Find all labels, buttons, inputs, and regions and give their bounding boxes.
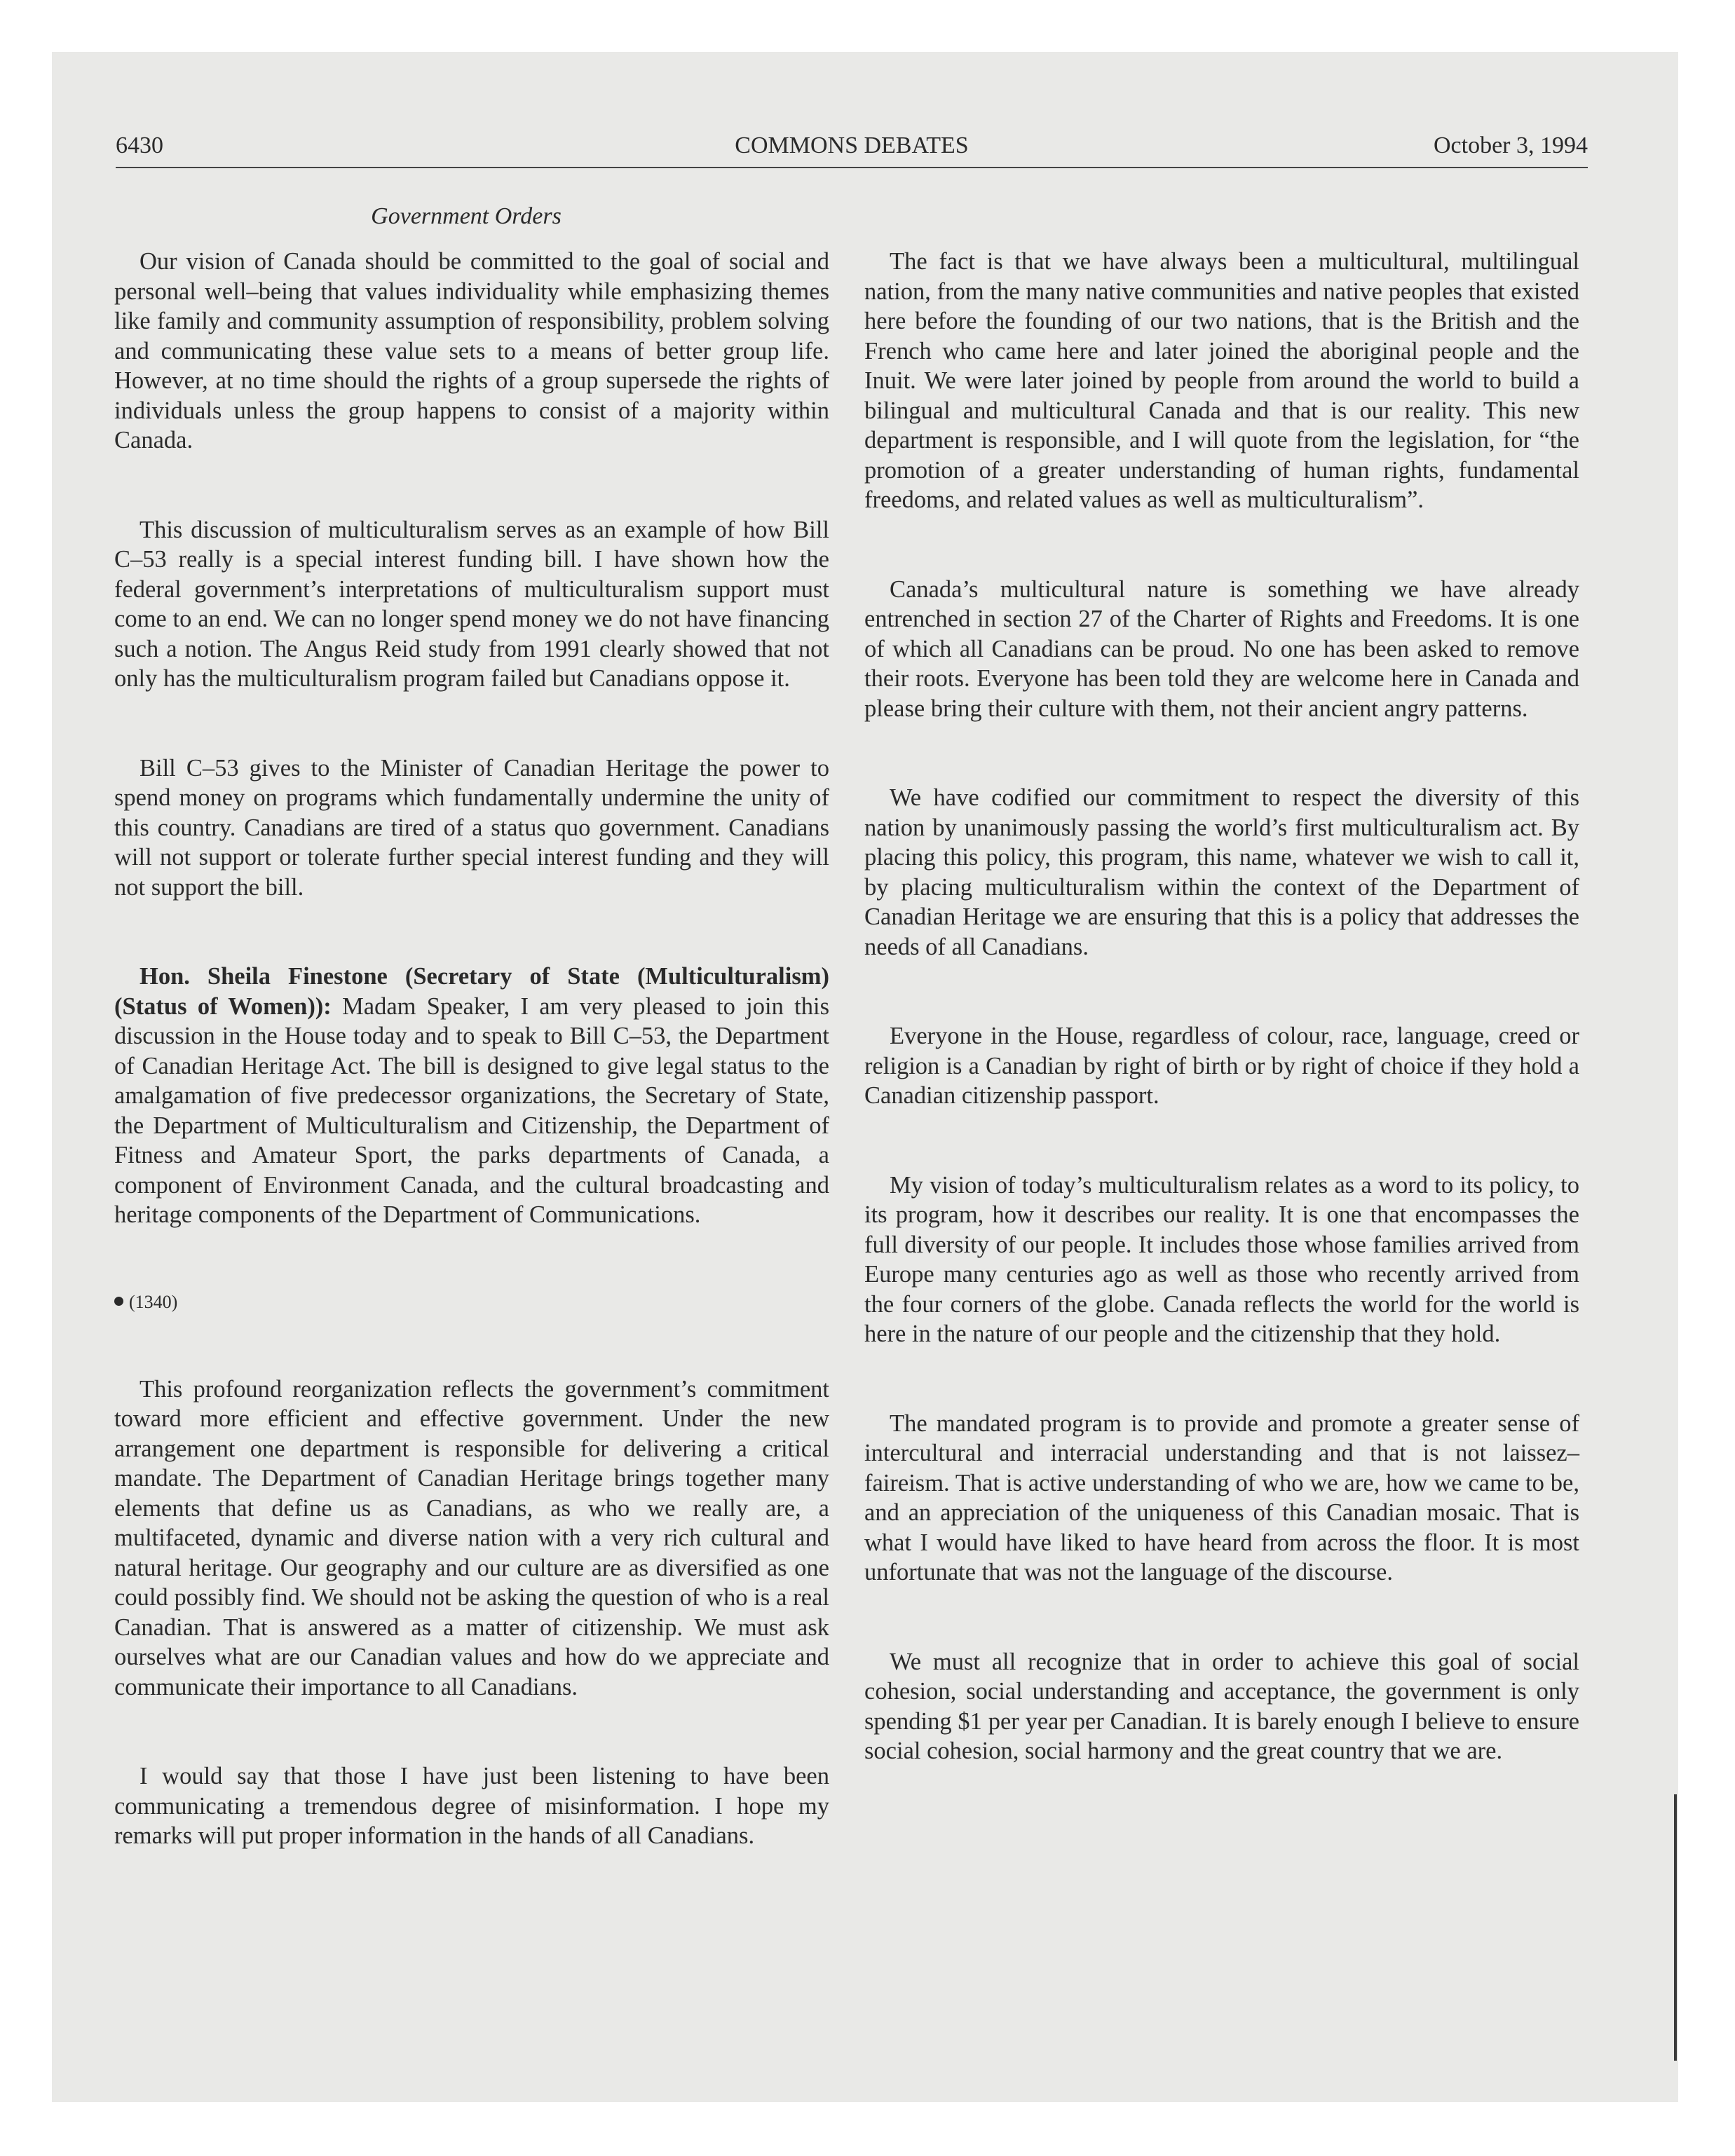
running-title: COMMONS DEBATES bbox=[735, 132, 969, 158]
paragraph: Our vision of Canada should be committed to the goal of social and personal well–being that values individuality while emphasizing themes like family and community assumption of responsibility, problem solving and communicating these value sets to a means of better group life. However, at no time should the rights of a group supersede the rights of individuals unless the group happens to consist of a majority within Canada. bbox=[114, 248, 829, 453]
paragraph: The fact is that we have always been a multicultural, multilingual nation, from the many native communities and native peoples that existed here before the founding of our two nations, that is the British and the French who came here and later joined the aboriginal people and the Inuit. We were later joined by people from around the world to build a bilingual and multicultural Canada and that is our reality. This new department is responsible, and I will quote from the legislation, for “the promotion of a greater understanding of human rights, fundamental freedoms, and related values as well as multiculturalism”. bbox=[864, 248, 1579, 513]
paragraph: This discussion of multiculturalism serves as an example of how Bill C–53 really is a special interest funding bill. I have shown how the federal government’s interpretations of multiculturalism support must come to an end. We can no longer spend money we do not have financing such a notion. The Angus Reid study from 1991 clearly showed that not only has the multiculturalism program failed but Canadians oppose it. bbox=[114, 516, 829, 692]
timestamp-text: (1340) bbox=[129, 1291, 178, 1312]
left-column bbox=[114, 247, 829, 1911]
paragraph: The mandated program is to provide and promote a greater sense of intercultural and interracial understanding and that is not laissez–faireism. That is active understanding of who we are, how we came to be, and an appreciation of the uniqueness of this Canadian mosaic. That is what I would have liked to have heard from across the floor. It is most unfortunate that was not the language of the discourse. bbox=[864, 1410, 1579, 1585]
speaker-text: Madam Speaker, I am very pleased to join this discussion in the House today and to speak to Bill C–53, the Department of Canadian Heritage Act. The bill is designed to give legal status to the amalgamation of five predecessor organizations, the Secretary of State, the Department of Multiculturalism and Citizenship, the Department of Fitness and Amateur Sport, the parks departments of Canada, a component of Environment Canada, and the cultural broadcasting and heritage components of the Department of Communications. bbox=[114, 992, 830, 1228]
page-header bbox=[116, 130, 1588, 165]
paragraph: Canada’s multicultural nature is something we have already entrenched in section 27 of the Charter of Rights and Freedoms. It is one of which all Canadians can be proud. No one has been asked to remove their roots. Everyone has been told they are welcome here in Canada and please bring their culture with them, not their ancient angry patterns. bbox=[864, 575, 1579, 722]
right-column bbox=[864, 247, 1579, 1826]
header-rule bbox=[116, 167, 1588, 168]
paragraph: We have codified our commitment to respect the diversity of this nation by unanimously passing the world’s first multiculturalism act. By placing this policy, this program, this name, whatever we wish to call it, by placing multiculturalism within the context of the Department of Canadian Heritage we are ensuring that this is a policy that addresses the needs of all Canadians. bbox=[864, 784, 1579, 960]
paragraph: My vision of today’s multiculturalism relates as a word to its policy, to its program, how it describes our reality. It is one that encompasses the full diversity of our people. It includes those whose families arrived from Europe many centuries ago as well as those who recently arrived from the four corners of the globe. Canada reflects the world for the world is here in the nature of our people and the citizenship that they hold. bbox=[864, 1171, 1579, 1347]
page-number: 6430 bbox=[116, 132, 163, 158]
paragraph: I would say that those I have just been listening to have been communicating a tremendous degree of misinformation. I hope my remarks will put proper information in the hands of all Canadians. bbox=[114, 1763, 829, 1849]
paragraph: We must all recognize that in order to achieve this goal of social cohesion, social understanding and acceptance, the government is only spending $1 per year per Canadian. It is barely enough I believe to ensure social cohesion, social harmony and the great country that we are. bbox=[864, 1648, 1579, 1764]
scan-edge-line bbox=[1674, 1794, 1677, 2061]
bullet-icon bbox=[114, 1297, 123, 1306]
paragraph: Bill C–53 gives to the Minister of Canadian Heritage the power to spend money on programs which fundamentally undermine the unity of this country. Canadians are tired of a status quo government. Canadians will not support or tolerate further special interest funding and they will not support the bill. bbox=[114, 754, 829, 901]
paragraph: Everyone in the House, regardless of colour, race, language, creed or religion is a Canadian by right of birth or by right of choice if they hold a Canadian citizenship passport. bbox=[864, 1023, 1579, 1109]
speaker-paragraph bbox=[114, 962, 829, 1230]
header-date: October 3, 1994 bbox=[1433, 132, 1588, 158]
speaker-name: Hon. Sheila Finestone (Secretary of State (Multiculturalism) (Status of Women)): bbox=[114, 963, 829, 1020]
timestamp-marker bbox=[114, 1290, 829, 1315]
paragraph: This profound reorganization reflects the government’s commitment toward more efficient and effective government. Under the new arrangement one department is responsible for delivering a critical mandate. The Department of Canadian Heritage brings together many elements that define us as Canadians, as who we really are, a multifaceted, dynamic and diverse nation with a very rich cultural and natural heritage. Our geography and our culture are as diversified as one could possibly find. We should not be asking the question of who is a real Canadian. That is answered as a matter of citizenship. We must ask ourselves what are our Canadian values and how do we appreciate and communicate their importance to all Canadians. bbox=[114, 1375, 829, 1700]
section-heading: Government Orders bbox=[371, 203, 562, 229]
